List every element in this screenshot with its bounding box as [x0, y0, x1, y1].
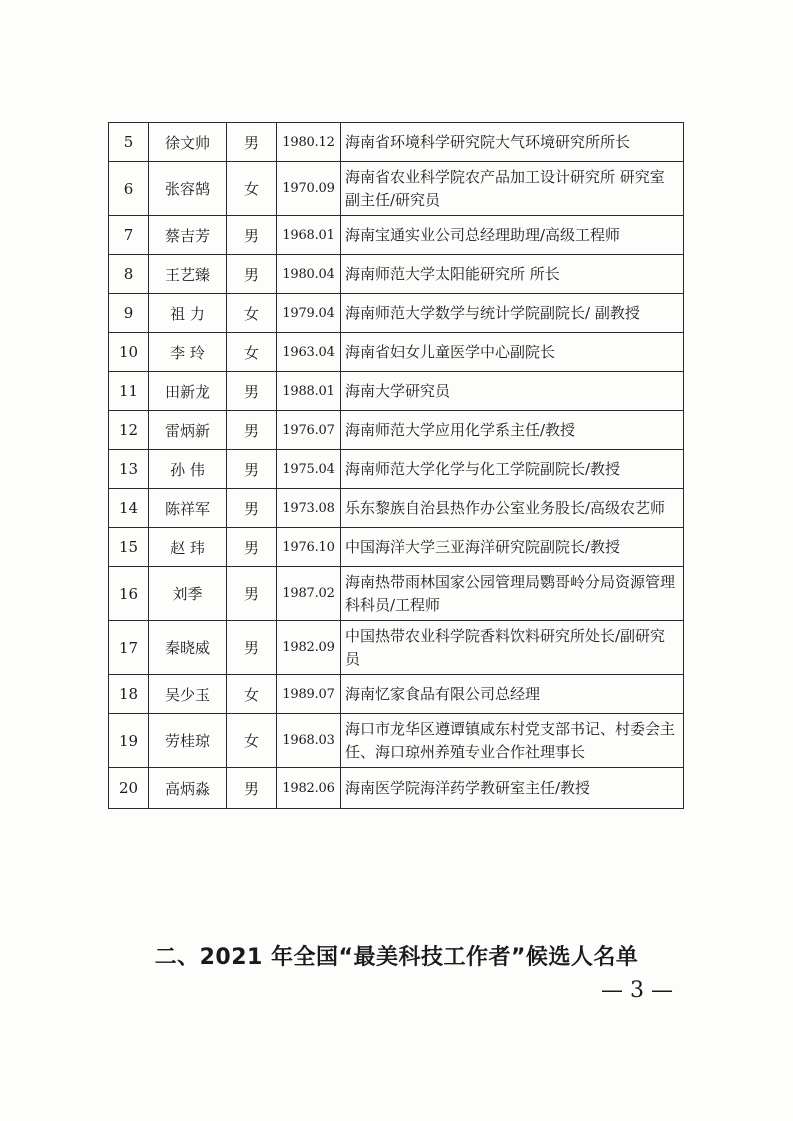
person-gender: 男 — [227, 489, 277, 528]
person-name: 陈祥军 — [149, 489, 227, 528]
birth-date: 1987.02 — [277, 567, 341, 621]
table-row — [109, 489, 684, 528]
table-row — [109, 675, 684, 714]
birth-date: 1982.09 — [277, 621, 341, 675]
work-unit-title: 中国海洋大学三亚海洋研究院副院长/教授 — [341, 528, 684, 567]
work-unit-title: 海南省农业科学院农产品加工设计研究所 研究室副主任/研究员 — [341, 162, 684, 216]
row-number: 6 — [109, 162, 149, 216]
person-name: 祖 力 — [149, 294, 227, 333]
row-number: 18 — [109, 675, 149, 714]
person-gender: 男 — [227, 216, 277, 255]
table-row — [109, 621, 684, 675]
table-row — [109, 567, 684, 621]
row-number: 20 — [109, 768, 149, 809]
work-unit-title: 海南宝通实业公司总经理助理/高级工程师 — [341, 216, 684, 255]
birth-date: 1976.07 — [277, 411, 341, 450]
birth-date: 1973.08 — [277, 489, 341, 528]
person-gender: 男 — [227, 411, 277, 450]
birth-date: 1989.07 — [277, 675, 341, 714]
person-name: 李 玲 — [149, 333, 227, 372]
person-name: 吴少玉 — [149, 675, 227, 714]
birth-date: 1975.04 — [277, 450, 341, 489]
table-row — [109, 123, 684, 162]
table-row — [109, 294, 684, 333]
person-gender: 男 — [227, 372, 277, 411]
work-unit-title: 乐东黎族自治县热作办公室业务股长/高级农艺师 — [341, 489, 684, 528]
table-row — [109, 450, 684, 489]
person-name: 刘季 — [149, 567, 227, 621]
birth-date: 1980.12 — [277, 123, 341, 162]
person-gender: 男 — [227, 621, 277, 675]
birth-date: 1968.01 — [277, 216, 341, 255]
birth-date: 1970.09 — [277, 162, 341, 216]
birth-date: 1988.01 — [277, 372, 341, 411]
birth-date: 1968.03 — [277, 714, 341, 768]
row-number: 11 — [109, 372, 149, 411]
person-gender: 男 — [227, 528, 277, 567]
person-gender: 女 — [227, 714, 277, 768]
person-gender: 男 — [227, 567, 277, 621]
person-name: 孙 伟 — [149, 450, 227, 489]
section-heading: 二、2021 年全国“最美科技工作者”候选人名单 — [154, 945, 639, 970]
birth-date: 1982.06 — [277, 768, 341, 809]
person-gender: 男 — [227, 255, 277, 294]
person-gender: 女 — [227, 162, 277, 216]
table-row — [109, 768, 684, 809]
work-unit-title: 海南大学研究员 — [341, 372, 684, 411]
person-gender: 女 — [227, 675, 277, 714]
person-name: 劳桂琼 — [149, 714, 227, 768]
person-name: 王艺臻 — [149, 255, 227, 294]
row-number: 14 — [109, 489, 149, 528]
person-name: 高炳淼 — [149, 768, 227, 809]
person-name: 张容鹄 — [149, 162, 227, 216]
row-number: 5 — [109, 123, 149, 162]
person-name: 蔡吉芳 — [149, 216, 227, 255]
birth-date: 1980.04 — [277, 255, 341, 294]
birth-date: 1979.04 — [277, 294, 341, 333]
row-number: 16 — [109, 567, 149, 621]
person-name: 秦晓威 — [149, 621, 227, 675]
work-unit-title: 海南师范大学应用化学系主任/教授 — [341, 411, 684, 450]
work-unit-title: 海南医学院海洋药学教研室主任/教授 — [341, 768, 684, 809]
row-number: 9 — [109, 294, 149, 333]
work-unit-title: 海南师范大学太阳能研究所 所长 — [341, 255, 684, 294]
work-unit-title: 海南师范大学数学与统计学院副院长/ 副教授 — [341, 294, 684, 333]
table-row — [109, 411, 684, 450]
work-unit-title: 海南忆家食品有限公司总经理 — [341, 675, 684, 714]
person-name: 徐文帅 — [149, 123, 227, 162]
table-row — [109, 162, 684, 216]
table-row — [109, 255, 684, 294]
person-name: 赵 玮 — [149, 528, 227, 567]
person-name: 田新龙 — [149, 372, 227, 411]
work-unit-title: 中国热带农业科学院香料饮料研究所处长/副研究员 — [341, 621, 684, 675]
work-unit-title: 海南省环境科学研究院大气环境研究所所长 — [341, 123, 684, 162]
table-row — [109, 216, 684, 255]
person-gender: 女 — [227, 333, 277, 372]
table-row — [109, 714, 684, 768]
row-number: 10 — [109, 333, 149, 372]
row-number: 13 — [109, 450, 149, 489]
birth-date: 1963.04 — [277, 333, 341, 372]
row-number: 7 — [109, 216, 149, 255]
person-gender: 男 — [227, 450, 277, 489]
person-gender: 男 — [227, 768, 277, 809]
table-row — [109, 333, 684, 372]
birth-date: 1976.10 — [277, 528, 341, 567]
person-gender: 男 — [227, 123, 277, 162]
row-number: 17 — [109, 621, 149, 675]
candidate-table — [108, 122, 684, 809]
row-number: 19 — [109, 714, 149, 768]
work-unit-title: 海南省妇女儿童医学中心副院长 — [341, 333, 684, 372]
person-gender: 女 — [227, 294, 277, 333]
work-unit-title: 海口市龙华区遵谭镇咸东村党支部书记、村委会主任、海口琼州养殖专业合作社理事长 — [341, 714, 684, 768]
row-number: 12 — [109, 411, 149, 450]
row-number: 15 — [109, 528, 149, 567]
person-name: 雷炳新 — [149, 411, 227, 450]
row-number: 8 — [109, 255, 149, 294]
table-row — [109, 372, 684, 411]
work-unit-title: 海南师范大学化学与化工学院副院长/教授 — [341, 450, 684, 489]
table-row — [109, 528, 684, 567]
work-unit-title: 海南热带雨林国家公园管理局鹦哥岭分局资源管理科科员/工程师 — [341, 567, 684, 621]
page-number: — 3 — — [601, 978, 673, 1003]
